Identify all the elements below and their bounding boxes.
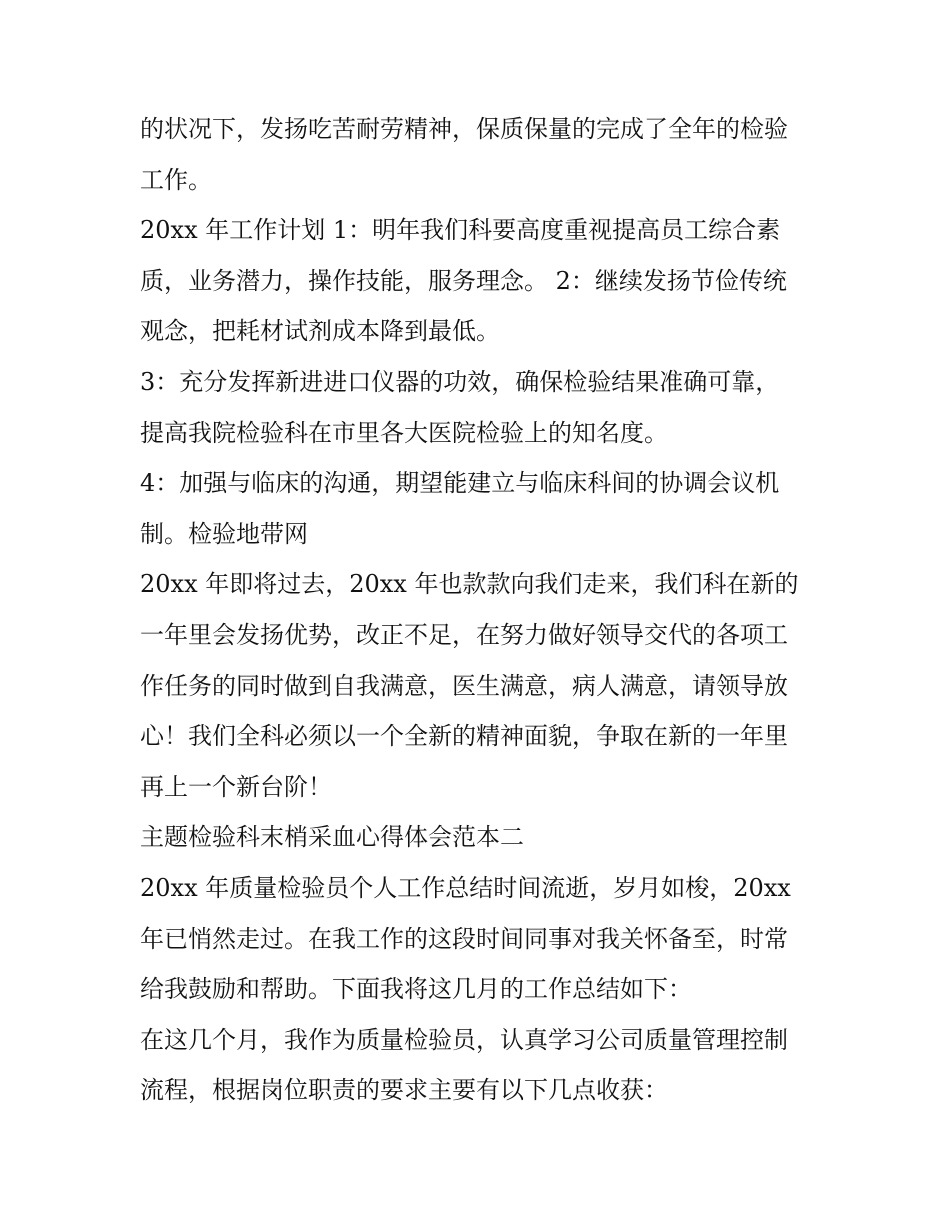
text-line: 质，业务潜力，操作技能，服务理念。 2：继续发扬节俭传统 bbox=[140, 266, 787, 295]
paragraph-4 bbox=[140, 458, 815, 559]
paragraph-2 bbox=[140, 205, 815, 357]
paragraph-3 bbox=[140, 357, 815, 458]
paragraph-8 bbox=[140, 1015, 815, 1116]
text-line: 提高我院检验科在市里各大医院检验上的知名度。 bbox=[140, 418, 668, 447]
text-line: 20xx 年质量检验员个人工作总结时间流逝，岁月如梭，20xx bbox=[140, 873, 791, 902]
paragraph-5 bbox=[140, 559, 815, 812]
paragraph-7 bbox=[140, 863, 815, 1015]
text-line: 给我鼓励和帮助。下面我将这几月的工作总结如下： bbox=[140, 975, 692, 1004]
text-line: 观念，把耗材试剂成本降到最低。 bbox=[140, 317, 500, 346]
text-line: 心！我们全科必须以一个全新的精神面貌，争取在新的一年里 bbox=[140, 722, 788, 751]
text-line: 4：加强与临床的沟通，期望能建立与临床科间的协调会议机 bbox=[140, 469, 780, 498]
text-line: 主题检验科末梢采血心得体会范本二 bbox=[140, 823, 524, 852]
text-line: 3：充分发挥新进进口仪器的功效，确保检验结果准确可靠， bbox=[140, 367, 780, 396]
text-line: 的状况下，发扬吃苦耐劳精神，保质保量的完成了全年的检验 bbox=[140, 115, 788, 143]
text-line: 20xx 年工作计划 1：明年我们科要高度重视提高员工综合素 bbox=[140, 216, 781, 245]
text-line: 工作。 bbox=[140, 165, 212, 194]
text-line: 年已悄然走过。在我工作的这段时间同事对我关怀备至，时常 bbox=[140, 924, 788, 953]
text-line: 流程，根据岗位职责的要求主要有以下几点收获： bbox=[140, 1076, 668, 1105]
text-line: 作任务的同时做到自我满意，医生满意，病人满意，请领导放 bbox=[140, 671, 788, 700]
section-heading bbox=[140, 812, 815, 863]
text-line: 制。检验地带网 bbox=[140, 519, 308, 548]
text-line: 一年里会发扬优势，改正不足，在努力做好领导交代的各项工 bbox=[140, 620, 788, 649]
paragraph-1 bbox=[140, 104, 815, 205]
text-line: 在这几个月，我作为质量检验员，认真学习公司质量管理控制 bbox=[140, 1025, 788, 1054]
text-line: 再上一个新台阶！ bbox=[140, 772, 332, 801]
text-line: 20xx 年即将过去，20xx 年也款款向我们走来，我们科在新的 bbox=[140, 570, 799, 599]
document-body bbox=[140, 104, 815, 1116]
